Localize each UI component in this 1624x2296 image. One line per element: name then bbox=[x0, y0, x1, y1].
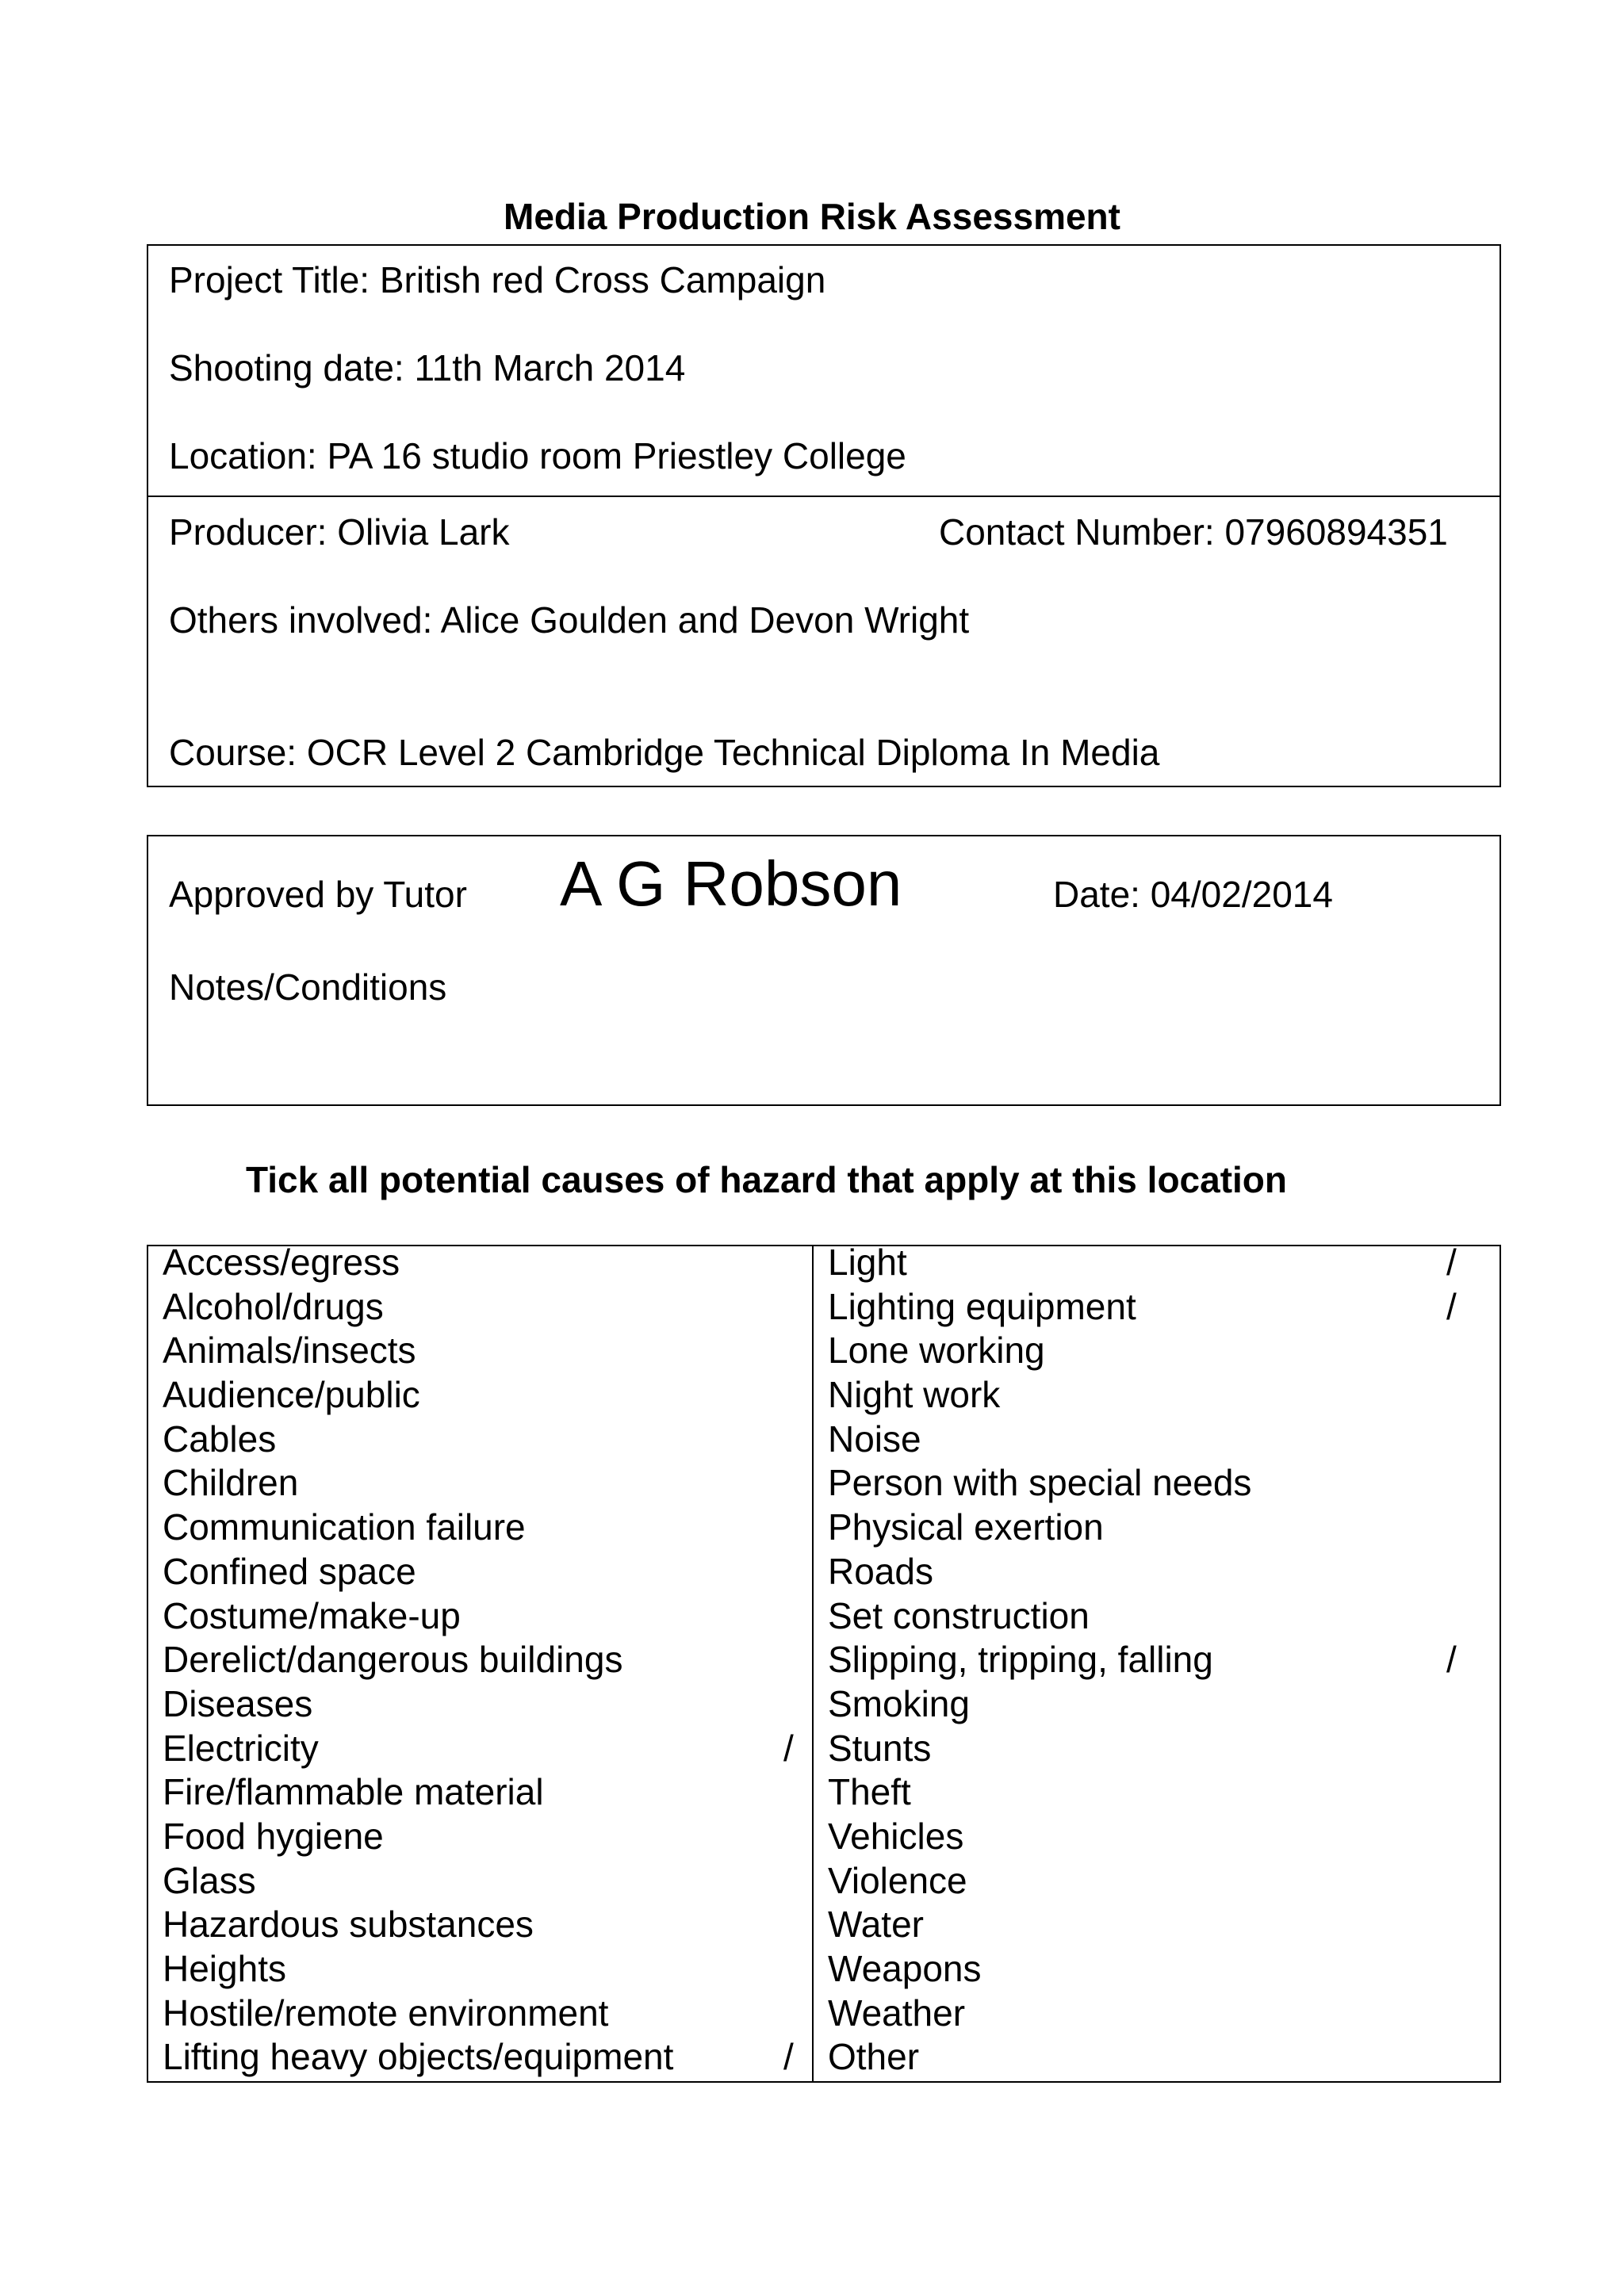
hazards-table-divider bbox=[812, 1245, 814, 2083]
producer-line: Producer: Olivia Lark bbox=[169, 511, 510, 553]
hazards-heading: Tick all potential causes of hazard that apply at this location bbox=[246, 1159, 1287, 1200]
hazard-row bbox=[163, 1506, 805, 1550]
hazards-right-column bbox=[828, 1241, 1485, 2080]
hazard-row bbox=[828, 1815, 1485, 1859]
hazard-label: Costume/make-up bbox=[163, 1594, 461, 1636]
hazard-row bbox=[163, 1461, 805, 1506]
hazard-row bbox=[828, 1947, 1485, 1992]
hazard-label: Roads bbox=[828, 1550, 933, 1592]
hazard-row bbox=[828, 1770, 1485, 1815]
hazard-label: Physical exertion bbox=[828, 1506, 1104, 1548]
hazard-row bbox=[828, 2035, 1485, 2080]
hazard-row bbox=[163, 1329, 805, 1373]
hazard-label: Light bbox=[828, 1242, 907, 1283]
hazard-row bbox=[828, 1506, 1485, 1550]
hazard-label: Fire/flammable material bbox=[163, 1771, 544, 1813]
hazard-row bbox=[163, 2035, 805, 2080]
course-line: Course: OCR Level 2 Cambridge Technical Diploma In Media bbox=[169, 732, 1160, 773]
hazard-row bbox=[163, 1859, 805, 1904]
document-title: Media Production Risk Assessment bbox=[504, 196, 1120, 237]
hazard-row bbox=[828, 1859, 1485, 1904]
hazard-label: Weapons bbox=[828, 1948, 982, 1989]
hazard-tick-mark: / bbox=[783, 2036, 794, 2078]
hazards-left-column bbox=[163, 1241, 805, 2080]
hazard-row bbox=[828, 1550, 1485, 1594]
approved-by-label: Approved by Tutor bbox=[169, 874, 467, 915]
hazard-row bbox=[163, 1638, 805, 1682]
hazard-label: Lighting equipment bbox=[828, 1285, 1136, 1327]
hazard-row bbox=[163, 1682, 805, 1727]
hazard-label: Stunts bbox=[828, 1727, 932, 1769]
hazard-tick-mark: / bbox=[1446, 1242, 1457, 1283]
hazard-label: Confined space bbox=[163, 1550, 416, 1592]
hazard-row bbox=[163, 1285, 805, 1330]
hazard-label: Alcohol/drugs bbox=[163, 1285, 384, 1327]
hazard-label: Vehicles bbox=[828, 1815, 964, 1857]
hazard-row bbox=[163, 1815, 805, 1859]
hazard-label: Children bbox=[163, 1462, 299, 1504]
hazard-row bbox=[163, 1727, 805, 1771]
hazard-row bbox=[163, 1903, 805, 1947]
hazard-label: Night work bbox=[828, 1374, 1001, 1416]
hazard-row bbox=[828, 1594, 1485, 1639]
hazard-row bbox=[828, 1241, 1485, 1285]
hazard-label: Smoking bbox=[828, 1682, 970, 1724]
tutor-name: A G Robson bbox=[560, 848, 902, 919]
hazard-label: Access/egress bbox=[163, 1242, 400, 1283]
hazard-tick-mark: / bbox=[1446, 1639, 1457, 1681]
hazard-label: Electricity bbox=[163, 1727, 319, 1769]
hazard-label: Set construction bbox=[828, 1594, 1090, 1636]
hazard-label: Violence bbox=[828, 1859, 967, 1901]
others-involved-line: Others involved: Alice Goulden and Devon Wright bbox=[169, 599, 970, 641]
hazard-row bbox=[828, 1638, 1485, 1682]
hazard-row bbox=[163, 1992, 805, 2036]
hazard-row bbox=[163, 1550, 805, 1594]
hazard-label: Water bbox=[828, 1904, 924, 1946]
hazard-label: Lone working bbox=[828, 1330, 1045, 1372]
hazard-label: Lifting heavy objects/equipment bbox=[163, 2036, 674, 2078]
contact-number-line: Contact Number: 07960894351 bbox=[939, 511, 1448, 553]
hazard-label: Heights bbox=[163, 1948, 286, 1989]
hazard-label: Food hygiene bbox=[163, 1815, 384, 1857]
hazard-label: Noise bbox=[828, 1418, 921, 1460]
approval-date-line: Date: 04/02/2014 bbox=[1053, 874, 1333, 915]
hazard-label: Other bbox=[828, 2036, 920, 2078]
hazard-tick-mark: / bbox=[1446, 1285, 1457, 1327]
hazard-row bbox=[828, 1903, 1485, 1947]
hazard-label: Theft bbox=[828, 1771, 911, 1813]
hazard-label: Animals/insects bbox=[163, 1330, 416, 1372]
hazard-label: Person with special needs bbox=[828, 1462, 1252, 1504]
hazard-label: Audience/public bbox=[163, 1374, 420, 1416]
hazard-label: Cables bbox=[163, 1418, 277, 1460]
hazard-label: Communication failure bbox=[163, 1506, 526, 1548]
hazard-label: Diseases bbox=[163, 1682, 313, 1724]
hazard-row bbox=[828, 1329, 1485, 1373]
hazard-tick-mark: / bbox=[783, 1727, 794, 1769]
hazard-row bbox=[828, 1992, 1485, 2036]
hazard-row bbox=[163, 1770, 805, 1815]
hazard-label: Hazardous substances bbox=[163, 1904, 534, 1946]
project-divider bbox=[147, 496, 1501, 497]
hazard-row bbox=[828, 1285, 1485, 1330]
hazard-row bbox=[828, 1461, 1485, 1506]
location-line: Location: PA 16 studio room Priestley College bbox=[169, 435, 906, 476]
hazard-label: Glass bbox=[163, 1859, 256, 1901]
hazard-label: Slipping, tripping, falling bbox=[828, 1639, 1213, 1681]
shooting-date-line: Shooting date: 11th March 2014 bbox=[169, 347, 686, 388]
hazard-row bbox=[163, 1373, 805, 1418]
hazard-row bbox=[163, 1418, 805, 1462]
hazard-row bbox=[828, 1727, 1485, 1771]
hazard-label: Weather bbox=[828, 1992, 966, 2034]
hazard-row bbox=[828, 1418, 1485, 1462]
hazard-row bbox=[828, 1682, 1485, 1727]
hazard-row bbox=[828, 1373, 1485, 1418]
hazard-row bbox=[163, 1947, 805, 1992]
hazard-row bbox=[163, 1241, 805, 1285]
project-title-line: Project Title: British red Cross Campaign bbox=[169, 259, 826, 300]
notes-conditions-label: Notes/Conditions bbox=[169, 966, 447, 1008]
hazard-row bbox=[163, 1594, 805, 1639]
hazard-label: Hostile/remote environment bbox=[163, 1992, 609, 2034]
hazard-label: Derelict/dangerous buildings bbox=[163, 1639, 623, 1681]
